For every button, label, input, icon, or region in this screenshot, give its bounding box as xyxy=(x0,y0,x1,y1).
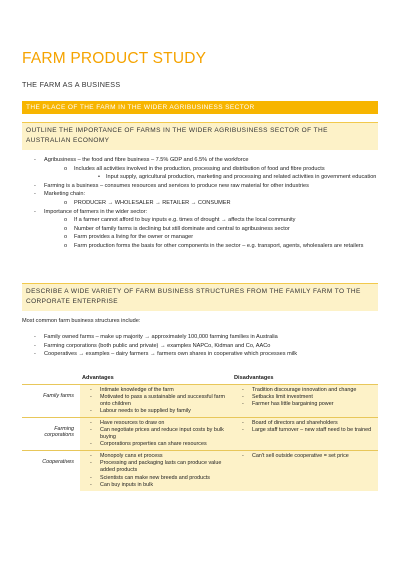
importance-list xyxy=(22,156,378,251)
list-item: o Farm production forms the basis for other components in the sector – e.g. transport, agents, wholesalers are retailers xyxy=(64,242,364,249)
list-item: - Board of directors and shareholders xyxy=(242,419,338,426)
bullet-marker: - xyxy=(34,342,36,349)
list-item: - Farming corporations (both public and private) → examples NAPCo, Kidman and Co, AACo xyxy=(34,342,271,349)
list-item: - Corporations properties can share resources xyxy=(90,441,207,448)
table-row xyxy=(22,451,378,491)
bullet-marker: - xyxy=(34,182,36,189)
bullet-marker: o xyxy=(64,165,68,172)
list-item: - Setbacks limit investment xyxy=(242,393,313,400)
header-disadvantages: Disadvantages xyxy=(234,375,274,382)
bullet-marker: - xyxy=(34,351,36,358)
disadvantages-cell xyxy=(232,384,378,417)
advantages-cell xyxy=(80,451,232,491)
bullet-marker: o xyxy=(64,242,68,249)
disadvantages-cell xyxy=(232,451,378,491)
list-item: - Importance of farmers in the wider sector: xyxy=(34,208,148,215)
bullet-marker: - xyxy=(34,191,36,198)
list-item: - Monopoly cans et process xyxy=(90,453,163,460)
advantages-cell xyxy=(80,384,232,417)
list-item: - Labour needs to be supplied by family xyxy=(90,407,191,414)
list-item: - Processing and packaging lasts can produce value added products xyxy=(90,460,222,474)
row-label: Family farms xyxy=(22,384,80,417)
list-item: - Motivated to pass a sustainable and successful farm onto children xyxy=(90,393,225,407)
list-item: - Agribusiness – the food and fibre business – 7.5% GDP and 6.5% of the workforce xyxy=(34,157,249,163)
bullet-marker: - xyxy=(34,334,36,340)
list-item: o Number of family farms is declining but still dominate and central to agribusiness sector xyxy=(64,225,290,232)
disadvantages-cell xyxy=(232,417,378,450)
list-item: o PRODUCER → WHOLESALER → RETAILER → CONSUMER xyxy=(64,199,231,206)
structures-list xyxy=(22,333,378,359)
row-label: Farming corporations xyxy=(22,417,80,450)
list-item: - Family owned farms – make up majority → approximately 100,000 farming families in Australia xyxy=(34,334,278,340)
header-blank xyxy=(22,374,80,384)
bullet-marker: o xyxy=(64,199,68,206)
bullet-marker: o xyxy=(64,217,68,224)
list-item: - Farming is a business – consumes resources and services to produce new raw material for other industries xyxy=(34,182,309,189)
bullet-marker: o xyxy=(64,225,68,232)
advantages-cell xyxy=(80,417,232,450)
heading-structures: DESCRIBE A WIDE VARIETY OF FARM BUSINESS STRUCTURES FROM THE FAMILY FARM TO THE CORPORATE ENTERPRISE xyxy=(22,283,378,311)
list-item: o If a farmer cannot afford to buy inputs e.g. times of drought → affects the local community xyxy=(64,217,296,224)
list-item: - Cooperatives → examples – dairy farmers → farmers own shares in cooperative which processes milk xyxy=(34,351,298,358)
list-item: - Can negotiate prices and reduce input costs by bulk buying xyxy=(90,426,224,441)
list-item: - Can't sell outside cooperative = set price xyxy=(242,453,349,460)
bullet-marker: • xyxy=(98,174,100,181)
bullet-marker: - xyxy=(34,208,36,215)
list-item: - Scientists can make new breeds and products xyxy=(90,474,210,481)
page-title: FARM PRODUCT STUDY xyxy=(22,50,207,67)
list-item: • Input supply, agricultural production, marketing and processing and related activities in government education xyxy=(98,174,377,181)
row-label: Cooperatives xyxy=(22,451,80,491)
page-subtitle: THE FARM AS A BUSINESS xyxy=(22,80,121,89)
table-header-row xyxy=(22,374,378,384)
list-item: - Can buy inputs in bulk xyxy=(90,481,154,488)
structures-intro: Most common farm business structures include: xyxy=(22,318,141,324)
comparison-table xyxy=(22,374,378,491)
section-band: THE PLACE OF THE FARM IN THE WIDER AGRIBUSINESS SECTOR xyxy=(22,101,378,114)
bullet-marker: o xyxy=(64,234,68,241)
list-item: - Marketing chain: xyxy=(34,191,86,198)
table-row xyxy=(22,384,378,417)
list-item: - Intimate knowledge of the farm xyxy=(90,386,174,393)
list-item: - Large staff turnover – new staff need to be trained xyxy=(242,426,372,433)
list-item: - Tradition discourage innovation and change xyxy=(242,386,357,393)
list-item: - Have resources to draw on xyxy=(90,419,165,426)
list-item: o Includes all activities involved in the production, processing and distribution of food and fibre products xyxy=(64,165,325,172)
list-item: - Farmer has little bargaining power xyxy=(242,400,334,407)
bullet-marker: - xyxy=(34,157,36,163)
header-advantages: Advantages xyxy=(82,375,114,382)
table-row xyxy=(22,417,378,450)
heading-importance: OUTLINE THE IMPORTANCE OF FARMS IN THE WIDER AGRIBUSINESS SECTOR OF THE AUSTRALIAN ECONOMY xyxy=(22,122,378,150)
list-item: o Farm provides a living for the owner or manager xyxy=(64,234,194,241)
